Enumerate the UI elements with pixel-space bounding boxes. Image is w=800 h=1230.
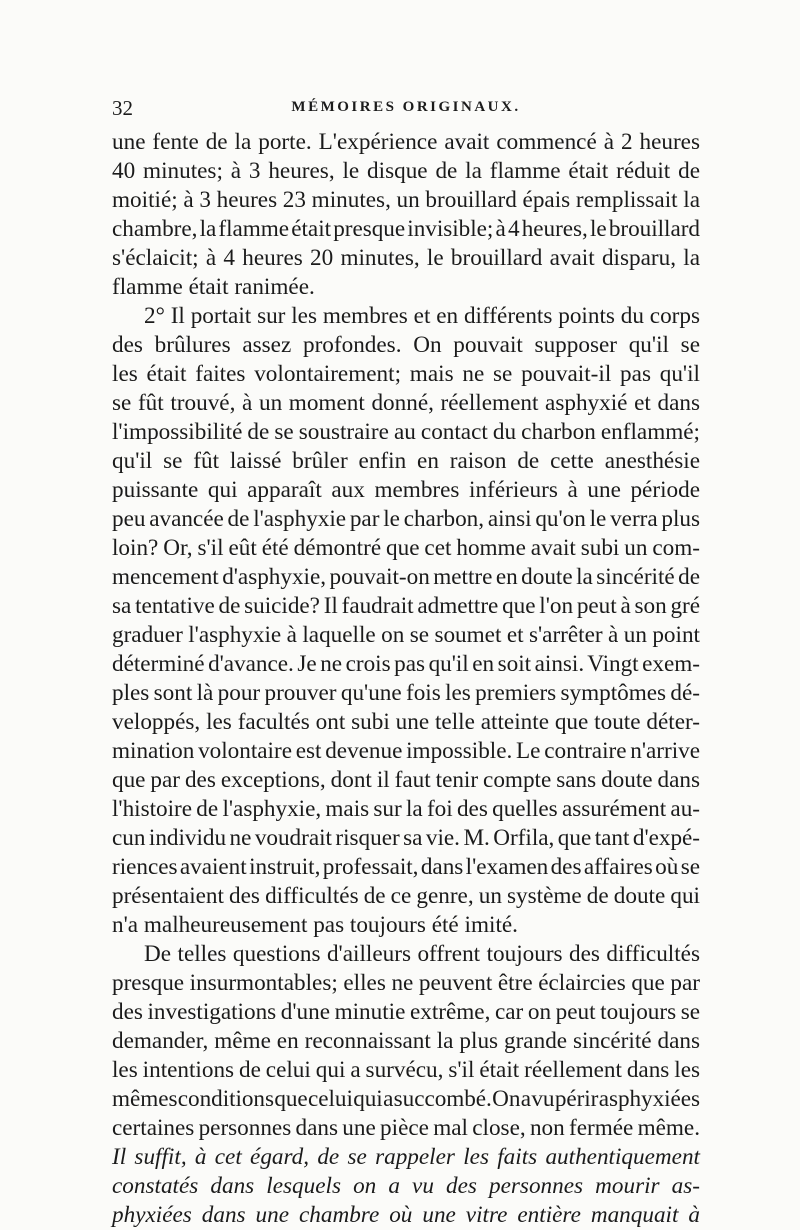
text-line: une fente de la porte. L'expérience avait commencé à 2 heures [112,129,700,155]
text-line: des brûlures assez profondes. On pouvait supposer qu'il se [112,332,700,358]
text-line: l'histoire de l'asphyxie, mais sur la foi des quelles assurément au- [112,796,700,822]
text-line: l'impossibilité de se soustraire au contact du charbon enflammé; [112,419,700,445]
text-line: chambre, la flamme était presque invisible; à 4 heures, le brouillard [112,216,700,242]
text-line: puissante qui apparaît aux membres inférieurs à une période [112,477,700,503]
text-line: des investigations d'une minutie extrême, car on peut toujours se [112,999,700,1025]
text-line: riences avaient instruit, professait, dans l'examen des affaires où se [112,854,700,880]
text-line: mêmes conditions que celui qui a succombé. On a vu périr asphyxiées [112,1086,700,1112]
text-line: demander, même en reconnaissant la plus grande sincérité dans [112,1028,700,1054]
italic-text-line: constatés dans lesquels on a vu des personnes mourir as- [112,1173,700,1199]
text-line: presque insurmontables; elles ne peuvent être éclaircies que par [112,970,700,996]
text-line: s'éclaicit; à 4 heures 20 minutes, le brouillard avait disparu, la [112,245,700,271]
text-line: les intentions de celui qui a survécu, s'il était réellement dans les [112,1057,700,1083]
body-text [112,128,700,1230]
text-line: 2° Il portait sur les membres et en différents points du corps [144,303,700,329]
paragraph-1 [112,128,700,302]
text-line: sa tentative de suicide? Il faudrait admettre que l'on peut à son gré [112,593,700,619]
text-line: certaines personnes dans une pièce mal close, non fermée même. [112,1115,700,1141]
text-line: peu avancée de l'asphyxie par le charbon, ainsi qu'on le verra plus [112,506,700,532]
text-line: que par des exceptions, dont il faut tenir compte sans doute dans [112,767,700,793]
text-line: moitié; à 3 heures 23 minutes, un brouillard épais remplissait la [112,187,700,213]
text-line: ples sont là pour prouver qu'une fois les premiers symptômes dé- [112,680,700,706]
italic-text-line: phyxiées dans une chambre où une vitre entière manquait à [112,1202,700,1228]
text-line: loin? Or, s'il eût été démontré que cet homme avait subi un com- [112,535,700,561]
text-line: se fût trouvé, à un moment donné, réellement asphyxié et dans [112,390,700,416]
text-line: flamme était ranimée. [112,274,315,300]
text-line: n'a malheureusement pas toujours été imité. [112,912,518,938]
italic-text-line: Il suffit, à cet égard, de se rappeler les faits authentiquement [112,1144,700,1170]
text-line: De telles questions d'ailleurs offrent toujours des difficultés [144,941,700,967]
text-line: graduer l'asphyxie à laquelle on se soumet et s'arrêter à un point [112,622,700,648]
running-title: MÉMOIRES ORIGINAUX. [291,99,521,115]
text-line: qu'il se fût laissé brûler enfin en raison de cette anesthésie [112,448,700,474]
text-line: présentaient des difficultés de ce genre, un système de doute qui [112,883,700,909]
text-line: déterminé d'avance. Je ne crois pas qu'il en soit ainsi. Vingt exem- [112,651,700,677]
text-line: mination volontaire est devenue impossible. Le contraire n'arrive [112,738,700,764]
text-line: 40 minutes; à 3 heures, le disque de la flamme était réduit de [112,158,700,184]
text-line: cun individu ne voudrait risquer sa vie. M. Orfila, que tant d'expé- [112,825,700,851]
paragraph-2 [112,302,700,940]
text-line: veloppés, les facultés ont subi une telle atteinte que toute déter- [112,709,700,735]
text-line: mencement d'asphyxie, pouvait-on mettre en doute la sincérité de [112,564,700,590]
page-number: 32 [112,96,133,120]
page-header [112,96,700,126]
paragraph-3 [112,940,700,1230]
text-line: les était faites volontairement; mais ne se pouvait-il pas qu'il [112,361,700,387]
